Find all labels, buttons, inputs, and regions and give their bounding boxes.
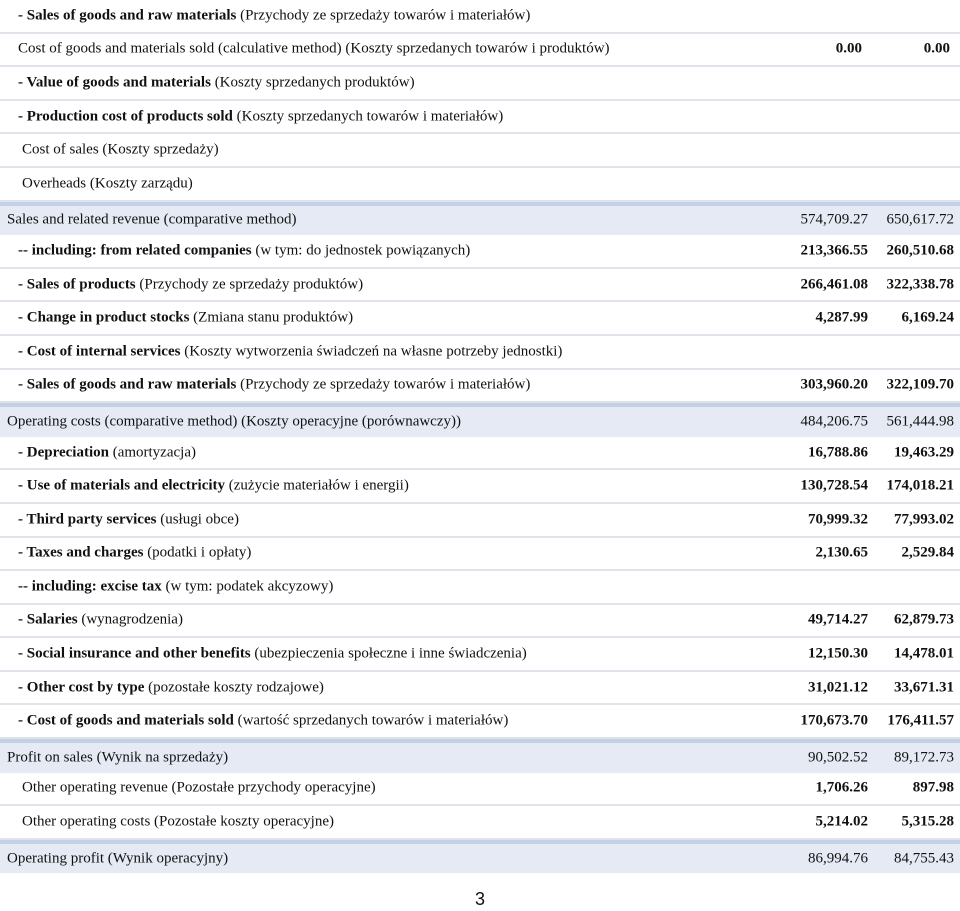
value-col-2: 14,478.01 xyxy=(894,645,954,662)
value-col-2: 650,617.72 xyxy=(886,211,954,228)
row-label xyxy=(18,41,610,58)
line-item-row xyxy=(0,605,960,639)
line-item-row xyxy=(0,101,960,135)
value-col-1: 1,706.26 xyxy=(815,779,868,796)
value-col-1: 86,994.76 xyxy=(808,850,868,867)
row-label xyxy=(18,713,508,730)
value-col-1: 70,999.32 xyxy=(808,511,868,528)
section-row xyxy=(0,202,960,236)
line-item-row xyxy=(0,672,960,706)
value-col-2: 77,993.02 xyxy=(894,511,954,528)
row-label xyxy=(18,511,239,528)
row-label-bold: - Production cost of products sold xyxy=(18,108,233,125)
row-label-bold: - Salaries xyxy=(18,611,78,628)
row-label xyxy=(18,276,363,293)
page-number: 3 xyxy=(474,889,485,909)
row-label xyxy=(22,814,334,831)
section-row xyxy=(0,403,960,437)
row-label-bold: - Other cost by type xyxy=(18,679,145,696)
row-label-text: Operating profit (Wynik operacyjny) xyxy=(7,850,229,867)
value-col-2: 176,411.57 xyxy=(887,712,954,729)
value-col-2: 62,879.73 xyxy=(894,611,954,628)
row-label xyxy=(18,377,530,394)
row-label-bold: - Sales of goods and raw materials xyxy=(18,376,237,393)
row-label xyxy=(18,108,503,125)
row-label-bold: - Cost of internal services xyxy=(18,343,181,360)
value-col-1: 5,214.02 xyxy=(815,813,868,830)
value-col-2: 84,755.43 xyxy=(894,850,954,867)
row-label-text: (amortyzacja) xyxy=(108,444,196,461)
value-col-2: 2,529.84 xyxy=(901,544,954,561)
row-label-text: (Przychody ze sprzedaży produktów) xyxy=(135,276,364,293)
line-item-row xyxy=(0,538,960,572)
line-item-row xyxy=(0,67,960,101)
value-col-2: 174,018.21 xyxy=(886,477,954,494)
value-col-2: 89,172.73 xyxy=(894,749,954,766)
line-item-row xyxy=(0,638,960,672)
value-col-1: 0.00 xyxy=(835,40,862,57)
value-col-2: 33,671.31 xyxy=(894,679,954,696)
value-col-2: 5,315.28 xyxy=(901,813,954,830)
section-row xyxy=(0,840,960,874)
row-label xyxy=(18,7,530,24)
row-label xyxy=(22,175,193,192)
value-col-2: 0.00 xyxy=(923,40,950,57)
value-col-1: 2,130.65 xyxy=(815,544,868,561)
row-label xyxy=(18,679,324,696)
value-col-1: 31,021.12 xyxy=(808,679,868,696)
value-col-2: 322,338.78 xyxy=(886,276,954,293)
row-label-text: Other operating costs (Pozostałe koszty operacyjne) xyxy=(22,813,334,830)
row-label-bold: - Sales of goods and raw materials xyxy=(18,7,237,24)
row-label xyxy=(22,142,219,159)
row-label-text: (Koszty sprzedanych towarów i materiałów) xyxy=(232,108,504,125)
line-item-row xyxy=(0,437,960,471)
row-label xyxy=(7,413,461,430)
row-label xyxy=(7,212,296,229)
line-item-row xyxy=(0,302,960,336)
row-label xyxy=(18,74,415,91)
row-label-text: (Przychody ze sprzedaży towarów i materiałów) xyxy=(236,7,531,24)
row-label-text: (Zmiana stanu produktów) xyxy=(189,309,354,326)
row-label-bold: - Social insurance and other benefits xyxy=(18,645,251,662)
row-label-text: Other operating revenue (Pozostałe przychody operacyjne) xyxy=(22,779,376,796)
row-label-text: (wynagrodzenia) xyxy=(77,611,183,628)
row-label xyxy=(18,478,409,495)
value-col-1: 303,960.20 xyxy=(800,376,868,393)
row-label-text: (podatki i opłaty) xyxy=(143,544,252,561)
line-item-row xyxy=(0,571,960,605)
value-col-1: 130,728.54 xyxy=(800,477,868,494)
value-col-1: 16,788.86 xyxy=(808,444,868,461)
row-label xyxy=(7,749,228,766)
row-label xyxy=(7,850,228,867)
value-col-1: 484,206.75 xyxy=(800,413,868,430)
row-label-text: (w tym: do jednostek powiązanych) xyxy=(251,242,471,259)
value-col-1: 49,714.27 xyxy=(808,611,868,628)
row-label-text: (usługi obce) xyxy=(156,511,239,528)
row-label xyxy=(18,578,333,595)
line-item-row xyxy=(0,370,960,404)
line-item-row xyxy=(0,806,960,840)
value-col-1: 170,673.70 xyxy=(800,712,868,729)
value-col-1: 266,461.08 xyxy=(800,276,868,293)
value-col-1: 12,150.30 xyxy=(808,645,868,662)
row-label xyxy=(18,343,562,360)
row-label-text: (pozostałe koszty rodzajowe) xyxy=(144,679,324,696)
row-label-text: (zużycie materiałów i energii) xyxy=(225,477,409,494)
row-label-bold: -- including: from related companies xyxy=(18,242,252,259)
line-item-row xyxy=(0,504,960,538)
value-col-1: 574,709.27 xyxy=(800,211,868,228)
row-label-text: (Koszty wytworzenia świadczeń na własne potrzeby jednostki) xyxy=(180,343,563,360)
row-label-bold: - Taxes and charges xyxy=(18,544,144,561)
row-label-bold: - Sales of products xyxy=(18,276,136,293)
value-col-2: 897.98 xyxy=(912,779,954,796)
row-label-bold: - Use of materials and electricity xyxy=(18,477,226,494)
row-label xyxy=(22,780,376,797)
row-label-bold: - Third party services xyxy=(18,511,157,528)
row-label-text: Operating costs (comparative method) (Koszty operacyjne (porównawczy)) xyxy=(7,413,461,430)
line-item-row xyxy=(0,470,960,504)
line-item-row xyxy=(0,705,960,739)
value-col-2: 260,510.68 xyxy=(886,242,954,259)
section-row xyxy=(0,739,960,773)
line-item-row xyxy=(0,0,960,34)
row-label xyxy=(18,545,251,562)
row-label-text: (ubezpieczenia społeczne i inne świadczenia) xyxy=(250,645,527,662)
row-label xyxy=(18,444,196,461)
row-label-text: Overheads (Koszty zarządu) xyxy=(22,175,193,192)
value-col-2: 561,444.98 xyxy=(886,413,954,430)
row-label xyxy=(18,612,183,629)
row-label xyxy=(18,310,353,327)
row-label-text: Cost of sales (Koszty sprzedaży) xyxy=(22,141,219,158)
value-col-1: 90,502.52 xyxy=(808,749,868,766)
line-item-row xyxy=(0,773,960,807)
row-label-bold: - Cost of goods and materials sold xyxy=(18,712,234,729)
line-item-row xyxy=(0,134,960,168)
line-item-row xyxy=(0,34,960,68)
row-label-bold: - Value of goods and materials xyxy=(18,74,211,91)
row-label-text: Cost of goods and materials sold (calculative method) (Koszty sprzedanych towarów i produktów) xyxy=(18,40,610,57)
row-label-bold: -- including: excise tax xyxy=(18,578,162,595)
row-label-bold: - Change in product stocks xyxy=(18,309,190,326)
row-label xyxy=(18,242,470,259)
row-label-text: (w tym: podatek akcyzowy) xyxy=(161,578,334,595)
line-item-row xyxy=(0,336,960,370)
line-item-row xyxy=(0,168,960,202)
row-label-text: Sales and related revenue (comparative method) xyxy=(7,211,297,228)
value-col-1: 213,366.55 xyxy=(800,242,868,259)
value-col-2: 322,109.70 xyxy=(886,376,954,393)
row-label-text: (wartość sprzedanych towarów i materiałów) xyxy=(233,712,509,729)
row-label-bold: - Depreciation xyxy=(18,444,109,461)
row-label-text: Profit on sales (Wynik na sprzedaży) xyxy=(7,749,229,766)
row-label-text: (Koszty sprzedanych produktów) xyxy=(210,74,415,91)
line-item-row xyxy=(0,235,960,269)
row-label xyxy=(18,646,527,663)
value-col-2: 6,169.24 xyxy=(901,309,954,326)
line-item-row xyxy=(0,269,960,303)
row-label-text: (Przychody ze sprzedaży towarów i materiałów) xyxy=(236,376,531,393)
value-col-1: 4,287.99 xyxy=(815,309,868,326)
value-col-2: 19,463.29 xyxy=(894,444,954,461)
